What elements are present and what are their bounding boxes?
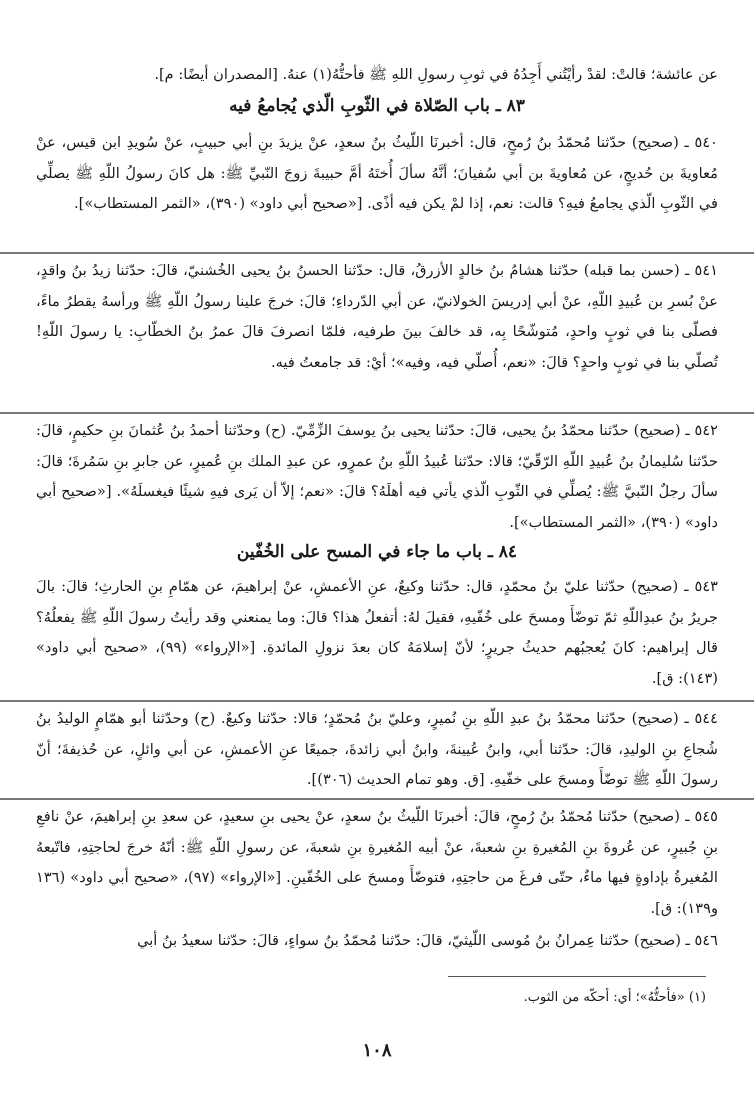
heading-chapter-83: ٨٣ ـ باب الصّلاة في الثّوبِ الّذي يُجامعُ فيه bbox=[229, 96, 525, 116]
separator-line bbox=[0, 798, 754, 800]
hadith-545: ٥٤٥ ـ (صحيح) حدّثنا مُحمّدُ بنُ رُمحٍ، قالَ: أخبرنَا اللّيثُ بنُ سعدٍ، عنْ يحيى بنِ سعيدٍ، عن سعدِ بنِ إبراهيمَ، عنْ نافعِ بنِ جُبيرٍ، عن عُروةَ بنِ المُغيرةِ بنِ شعبةَ، عنْ أبيه المُغيرةِ بنِ شعبةَ، عن رسولِ اللّهِ ﷺ: أنّهُ خرجَ لحاجتِهِ، فاتّبعهُ المُغيرةُ بإداوةٍ فيها ماءٌ، حتّى فرغَ من حاجتِهِ، فتوضّأَ ومسحَ على الخُفّينِ. [«الإرواء» (٩٧)، «صحيح أبي داود» (١٣٦ و١٣٩): ق]. bbox=[36, 808, 718, 917]
hadith-542: ٥٤٢ ـ (صحيح) حدّثنا محمّدُ بنُ يحيى، قالَ: حدّثنا يحيى بنُ يوسفَ الزِّمِّيّ. (ح) وحدّثنا أحمدُ بنُ عُثمانَ بنِ حكيمٍ، قالَ: حدّثنا سُليمانُ بنُ عُبيدِ اللّهِ الرّقّيّ؛ قالا: حدّثنا عُبيدُ اللّهِ بنُ عمرٍو، عن عبدِ الملك بنِ عُميرٍ، عن جابرِ بنِ سَمُرةَ؛ قالَ: سألَ رجلٌ النّبيَّ ﷺ: يُصلِّي في الثّوبِ الّذي يأتي فيه أهلَهُ؟ قالَ: «نعم؛ إلاّ أن يَرى فيهِ شيئًا فيغسلَهُ». [«صحيح أبي داود» (٣٩٠)، «الثمر المستطاب»]. bbox=[36, 422, 718, 531]
hadith-541-block bbox=[36, 256, 718, 378]
hadith-546: ٥٤٦ ـ (صحيح) حدّثنا عِمرانُ بنُ مُوسى اللّيثيّ، قالَ: حدّثنا مُحمّدُ بنُ سواءٍ، قالَ: حدّثنا سعيدُ بنُ أبي bbox=[137, 932, 718, 949]
hadith-540-block bbox=[36, 128, 718, 220]
hadith-541: ٥٤١ ـ (حسن بما قبله) حدّثنا هشامُ بنُ خالدٍ الأزرقُ، قال: حدّثنا الحسنُ بنُ يحيى الخُشنيّ، قالَ: حدّثنا زيدُ بنُ واقدٍ، عنْ بُسرِ بن عُبيدِ اللّهِ، عنْ أبي إدريسَ الخولانيّ، عن أبي الدّرداءِ؛ قالَ: خرجَ علينا رسولُ اللّهِ ﷺ ورأسهُ يقطرُ ماءً، فصلّى بنا في ثوبٍ واحدٍ، مُتوشّحًا بِه، قد خالفَ بينَ طرفيه، فلمّا انصرفَ قالَ عمرُ بنُ الخطّابِ: يا رسولَ اللّهِ! تُصلّي بنا في ثوبٍ واحدٍ؟ قالَ: «نعم، أُصلّي فيه، وفيه»؛ أيْ: قد جامعتُ فيه. bbox=[36, 262, 718, 371]
hadith-543: ٥٤٣ ـ (صحيح) حدّثنا عليّ بنُ محمّدٍ، قال: حدّثنا وكيعٌ، عنِ الأعمشِ، عنْ إبراهيمَ، عن همّامِ بنِ الحارثِ؛ قالَ: بالَ جريرُ بنُ عبدِاللّهِ ثمّ توضّأَ ومسحَ على خُفّيهِ، فقيلَ لهُ: أتفعلُ هذا؟ قالَ: وما يمنعني وقد رأيتُ رسولَ اللّهِ ﷺ يفعلُهُ؟ قال إبراهيم: كانَ يُعجبُهم حديثُ جريرٍ؛ لأنّ إسلامَهُ كان بعدَ نزولِ المائدةِ. [«الإرواء» (٩٩)، «صحيح أبي داود» (١٤٣): ق]. bbox=[36, 578, 718, 687]
hadith-544: ٥٤٤ ـ (صحيح) حدّثنا محمّدُ بنُ عبدِ اللّهِ بنِ نُميرٍ، وعليّ بنُ مُحمّدٍ؛ قالا: حدّثنا وكيعٌ. (ح) وحدّثنا أبو همّامٍ الوليدُ بنُ شُجاعِ بنِ الوليدِ، قالَ: حدّثنا أبي، وابنُ عُيينةَ، وابنُ أبي زائدةَ، جميعًا عنِ الأعمشِ، عن أبي وائلٍ، عن حُذيفةَ؛ أنّ رسولَ اللّهِ ﷺ توضّأَ ومسحَ على خفّيهِ. [ق. وهو تمام الحديث (٣٠٦)]. bbox=[36, 710, 718, 788]
page-number: ١٠٨ bbox=[362, 1040, 392, 1061]
intro-block bbox=[36, 60, 718, 91]
intro-text: عن عائشة؛ قالتْ: لقدْ رأيْتُني أَجِدُهُ في ثوبِ رسولِ اللهِ ﷺ فأحتُّهُ(١) عنهُ. [المصدران أيضًا: م]. bbox=[154, 66, 718, 83]
footnote: (١) «فأحتُّهُ»؛ أي: أحكّه من الثوب. bbox=[523, 990, 706, 1005]
hadith-540: ٥٤٠ ـ (صحيح) حدّثنا مُحمّدُ بنُ رُمحٍ، قال: أخبرنَا اللّيثُ بنُ سعدٍ، عنْ يزيدَ بنِ أبي حبيبٍ، عنْ سُويدِ ابن قيس، عنْ مُعاويةَ بن حُديجٍ، عن مُعاويةَ بن أبي سُفيانَ؛ أنَّهُ سألَ أُختَهُ أمَّ حبيبةَ زوجَ النّبيِّ ﷺ: هل كانَ رسولُ اللّهِ ﷺ يصلِّي في الثّوبِ الّذي يجامعُ فيهِ؟ قالت: نعم، إذا لمْ يكن فيه أذًى. [«صحيح أبي داود» (٣٩٠)، «الثمر المستطاب»]. bbox=[36, 134, 718, 212]
separator-line bbox=[0, 252, 754, 254]
hadith-545-block bbox=[36, 802, 718, 924]
hadith-542-block bbox=[36, 416, 718, 538]
hadith-543-block bbox=[36, 572, 718, 694]
separator-line bbox=[0, 412, 754, 414]
hadith-546-block bbox=[36, 926, 718, 957]
separator-line bbox=[0, 700, 754, 702]
footnote-rule bbox=[448, 976, 706, 977]
heading-chapter-84: ٨٤ ـ باب ما جاء في المسح على الخُفّين bbox=[236, 542, 518, 562]
hadith-544-block bbox=[36, 704, 718, 796]
